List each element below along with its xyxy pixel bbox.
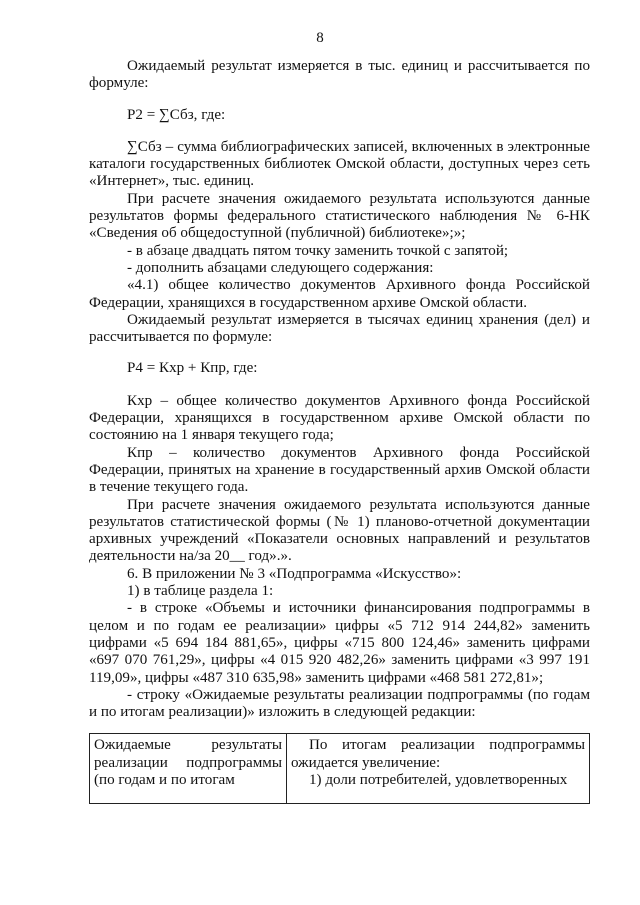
paragraph: - строку «Ожидаемые результаты реализации подпрограммы (по годам и по итогам реализации)» изложить в следующей редакции: xyxy=(89,686,590,721)
paragraph: Кпр – количество документов Архивного фонда Российской Федерации, принятых на хранение в государственный архив Омской области в течение текущего года. xyxy=(89,444,590,496)
paragraph: При расчете значения ожидаемого результата используются данные результатов формы федерального статистического наблюдения № 6-НК «Сведения об общедоступной (публичной) библиотеке»;»; xyxy=(89,190,590,242)
paragraph: 1) в таблице раздела 1: xyxy=(127,583,274,600)
results-table xyxy=(89,733,590,804)
paragraph: Кхр – общее количество документов Архивного фонда Российской Федерации, хранящихся в государственном архиве Омской области по состоянию на 1 января текущего года; xyxy=(89,392,590,444)
paragraph: 6. В приложении № 3 «Подпрограмма «Искусство»: xyxy=(127,565,462,582)
paragraph: «4.1) общее количество документов Архивного фонда Российской Федерации, хранящихся в государственном архиве Омской области. xyxy=(89,277,590,311)
paragraph: Ожидаемый результат измеряется в тысячах единиц хранения (дел) и рассчитывается по формуле: xyxy=(89,311,590,346)
paragraph: - дополнить абзацами следующего содержания: xyxy=(127,259,434,276)
paragraph: - в абзаце двадцать пятом точку заменить точкой с запятой; xyxy=(127,242,509,259)
paragraph: ∑Сбз – сумма библиографических записей, включенных в электронные каталоги государственных библиотек Омской области, доступных через сеть «Интернет», тыс. единиц. xyxy=(89,138,590,190)
page-number: 8 xyxy=(316,30,324,46)
paragraph: - в строке «Объемы и источники финансирования подпрограммы в целом и по годам ее реализации» цифры «5 712 914 244,82» заменить цифрами «5 694 184 881,65», цифры «715 800 124,46» заменить цифрами «697 070 761,29», цифры «4 015 920 482,26» заменить цифрами «3 997 191 119,09», цифры «487 310 635,98» заменить цифрами «468 581 272,81»; xyxy=(89,600,590,686)
table-row xyxy=(90,734,590,804)
table-cell-line: По итогам реализации подпрограммы ожидается увеличение: xyxy=(291,737,585,771)
table-cell-line: 1) доли потребителей, удовлетворенных xyxy=(309,771,568,788)
paragraph: Ожидаемый результат измеряется в тыс. единиц и рассчитывается по формуле: xyxy=(89,58,590,92)
formula-p4: Р4 = Кхр + Кпр, где: xyxy=(127,360,258,377)
table-cell-label: Ожидаемые результаты реализации подпрограммы (по годам и по итогам xyxy=(90,734,287,804)
formula-p2: Р2 = ∑Сбз, где: xyxy=(127,106,226,123)
document-body xyxy=(89,58,590,804)
table-cell-value xyxy=(287,734,590,804)
paragraph: При расчете значения ожидаемого результата используются данные результатов статистической формы (№ 1) планово-отчетной документации архивных учреждений «Показатели основных направлений и результатов деятельности на/за 20__ год».». xyxy=(89,496,590,565)
